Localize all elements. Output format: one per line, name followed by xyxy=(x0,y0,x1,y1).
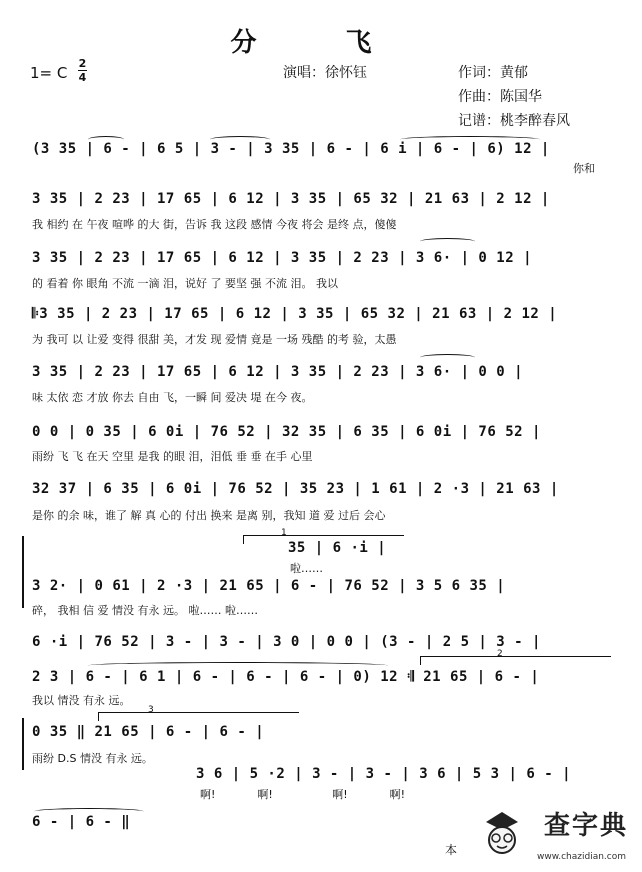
volta-3-bracket xyxy=(98,712,299,721)
score-row-12: 6 - | 6 - ‖ xyxy=(32,814,131,830)
volta-1-notes: 35 | 6 ·i | xyxy=(288,540,387,556)
score-row-2: 3 35 | 2 23 | 17 65 | 6 12 | 3 35 | 65 32 | 21 63 | 2 12 | xyxy=(32,191,550,207)
score-row-11: 0 35 ‖ 21 65 | 6 - | 6 - | xyxy=(32,724,265,740)
lyric-row-4: 为 我可 以 让爱 变得 很甜 美，才发 现 爱情 竟是 一场 残酷 的考 验，太愚 xyxy=(32,333,397,346)
lyric-row-6: 雨纷 飞 飞 在天 空里 是我 的眼 泪，泪低 垂 垂 在手 心里 xyxy=(32,450,313,463)
slur xyxy=(420,354,475,361)
score-row-6: 0 0 | 0 35 | 6 0i | 76 52 | 32 35 | 6 35 | 6 0i | 76 52 | xyxy=(32,424,541,440)
score-row-9: 6 ·i | 76 52 | 3 - | 3 - | 3 0 | 0 0 | (3 - | 2 5 | 3 - | xyxy=(32,634,541,650)
lyric-row-3: 的 看着 你 眼角 不流 一滴 泪，说好 了 要坚 强 不流 泪。 我以 xyxy=(32,277,338,290)
lyric-row-5: 味 太依 恋 才放 你去 自由 飞，一瞬 间 爱决 堤 在今 夜。 xyxy=(32,391,313,404)
time-signature xyxy=(78,58,87,83)
lyric-row-11: 雨纷 D.S 情没 有永 远。 xyxy=(32,752,153,765)
lyric-row-10: 我以 情没 有永 远。 xyxy=(32,694,131,707)
score-row-7: 32 37 | 6 35 | 6 0i | 76 52 | 35 23 | 1 61 | 2 ·3 | 21 63 | xyxy=(32,481,559,497)
lyric-row-1: 你和 xyxy=(573,162,595,175)
score-row-3: 3 35 | 2 23 | 17 65 | 6 12 | 3 35 | 2 23 | 3 6· | 0 12 | xyxy=(32,250,533,266)
watermark-url: www.chazidian.com xyxy=(536,852,626,862)
score-row-1: (3 35 | 6 - | 6 5 | 3 - | 3 35 | 6 - | 6 i | 6 - | 6) 12 | xyxy=(32,141,550,157)
slur xyxy=(420,238,475,245)
transcriber-credit: 记谱：桃李醉春风 xyxy=(458,113,570,129)
volta-1-label: 1 xyxy=(281,528,287,538)
tie xyxy=(88,662,388,669)
mascot-icon xyxy=(482,810,522,864)
lyric-row-2: 我 相约 在 午夜 喧哗 的大 街，告诉 我 这段 感情 今夜 将会 是终 点，傻傻 xyxy=(32,218,397,231)
score-row-4: 𝄆3 35 | 2 23 | 17 65 | 6 12 | 3 35 | 65 32 | 21 63 | 2 12 | xyxy=(32,306,558,322)
lyric-row-8: 碎， 我相 信 爱 情没 有永 远。 啦…… 啦…… xyxy=(32,604,258,617)
watermark-brand: 查字典 xyxy=(543,811,628,841)
lyricist-credit: 作词：黄郁 xyxy=(458,65,528,81)
singer-credit: 演唱：徐怀钰 xyxy=(283,65,367,81)
volta-2-label: 2 xyxy=(497,649,503,659)
score-row-8: 3 2· | 0 61 | 2 ·3 | 21 65 | 6 - | 76 52 | 3 5 6 35 | xyxy=(32,578,506,594)
volta-2-bracket xyxy=(420,656,611,665)
score-row-5: 3 35 | 2 23 | 17 65 | 6 12 | 3 35 | 2 23 | 3 6· | 0 0 | xyxy=(32,364,524,380)
watermark-prefix: 本 xyxy=(445,843,458,857)
lyric-row-7: 是你 的余 味，谁了 解 真 心的 付出 换来 是离 别，我知 道 爱 过后 会心 xyxy=(32,509,386,522)
score-row-10: 2 3 | 6 - | 6 1 | 6 - | 6 - | 6 - | 0) 12 𝄇 21 65 | 6 - | xyxy=(32,669,540,685)
meter-bottom: 4 xyxy=(78,71,87,84)
composer-credit: 作曲：陈国华 xyxy=(458,89,542,105)
system-bracket xyxy=(22,718,24,770)
meter-top: 2 xyxy=(78,57,87,70)
song-title: 分 飞 xyxy=(230,28,412,58)
ending-lyrics: 啊! 啊! 啊! 啊! xyxy=(200,788,405,801)
system-bracket xyxy=(22,536,24,608)
ending-notes: 3 6 | 5 ·2 | 3 - | 3 - | 3 6 | 5 3 | 6 - | xyxy=(196,766,572,782)
key-signature: 1= C xyxy=(30,64,68,82)
volta-3-label: 3 xyxy=(148,705,154,715)
volta-1-lyrics: 啦…… xyxy=(290,562,323,575)
